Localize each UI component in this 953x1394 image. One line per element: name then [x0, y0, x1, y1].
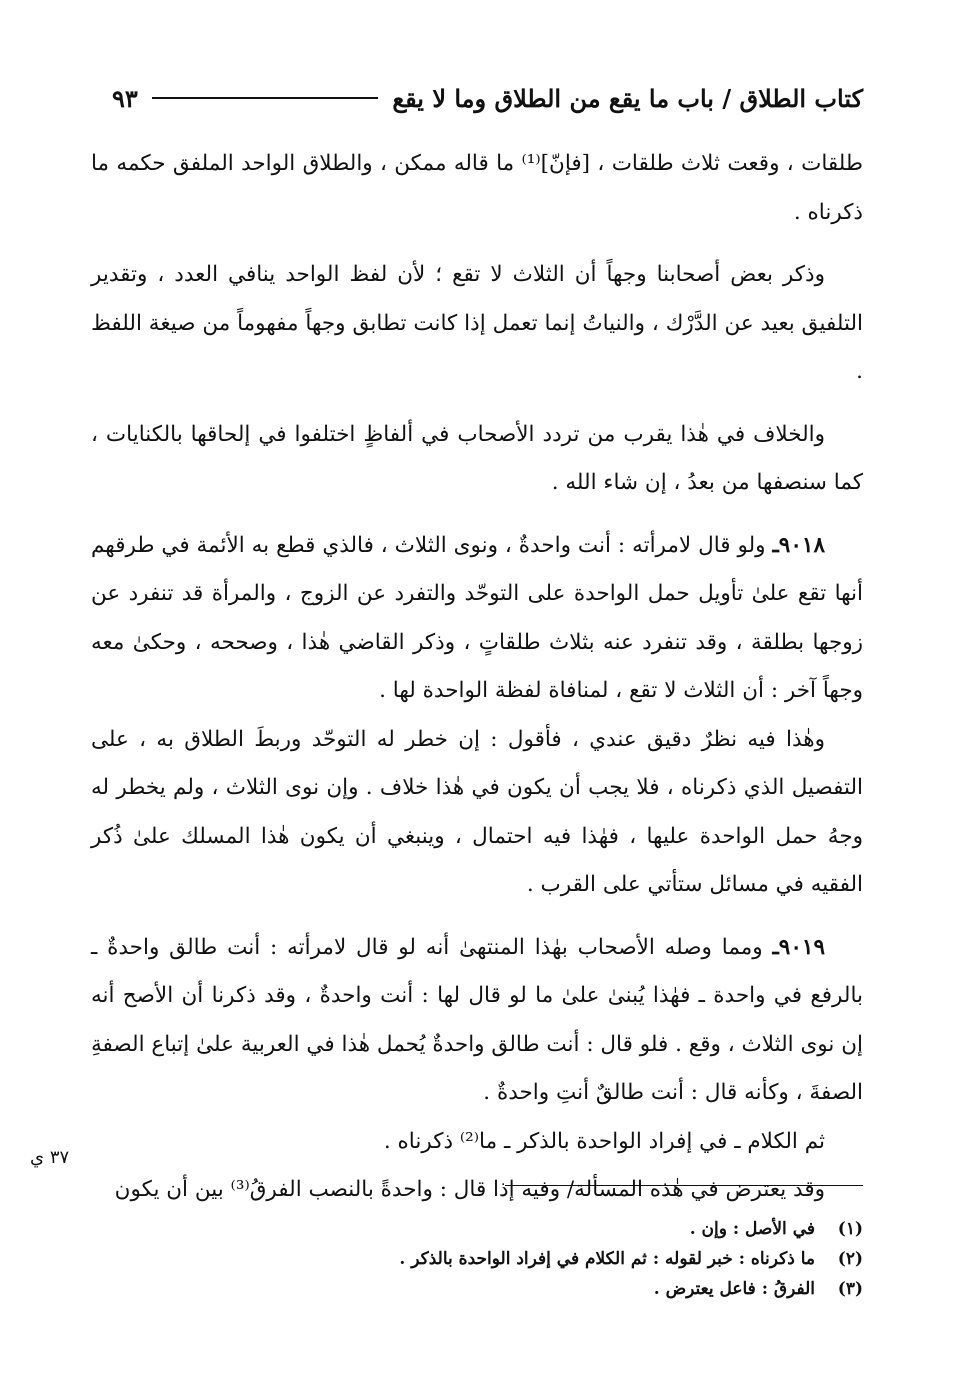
- footnote-separator: [505, 1185, 863, 1186]
- paragraph: والخلاف في هٰذا يقرب من تردد الأصحاب في ألفاظٍ اختلفوا في إلحاقها بالكنايات ، كما سنصفها من بعدُ ، إن شاء الله .: [91, 421, 863, 495]
- footnote-number: (١): [837, 1219, 863, 1239]
- paragraph: وذكر بعض أصحابنا وجهاً أن الثلاث لا تقع ؛ لأن لفظ الواحد ينافي العدد ، وتقدير التلفيق بعيد عن الدَّرْك ، والنياتُ إنما تعمل إذا كانت تطابق وجهاً مفهوماً من صيغة اللفظ .: [91, 262, 863, 384]
- issue-paragraph: ٩٠١٨ـ ولو قال لامرأته : أنت واحدةٌ ، ونوى الثلاث ، فالذي قطع به الأئمة في طرقهم أنها تقع علىٰ تأويل حمل الواحدة على التوحّد والتفرد عن الزوج ، والمرأة قد تنفرد عن زوجها بطلقة ، وقد تنفرد عنه بثلاث طلقاتٍ ، وذكر القاضي هٰذا ، وصححه ، وحكىٰ معه وجهاً آخر : أن الثلاث لا تقع ، لمنافاة لفظة الواحدة لها .: [91, 532, 863, 703]
- paragraph: ثم الكلام ـ في إفراد الواحدة بالذكر ـ ما⁽²⁾ ذكرناه .: [383, 1128, 825, 1154]
- running-header: [112, 78, 863, 118]
- issue-number: ٩٠١٨ـ: [772, 532, 825, 558]
- footnote-text: الفرقُ : فاعل يعترض .: [653, 1279, 815, 1299]
- footnote-number: (٢): [837, 1249, 863, 1269]
- footnote-text: ما ذكرناه : خبر لقوله : ثم الكلام في إفراد الواحدة بالذكر .: [399, 1249, 815, 1269]
- issue-paragraph: ٩٠١٩ـ ومما وصله الأصحاب بهٰذا المنتهىٰ أنه لو قال لامرأته : أنت طالق واحدةٌ ـ بالرفع في واحدة ـ فهٰذا يُبنىٰ علىٰ ما لو قال لها : أنت واحدةٌ ، وقد ذكرنا أن الأصح أنه إن نوى الثلاث ، وقع . فلو قال : أنت طالق واحدةٌ يُحمل هٰذا في العربية علىٰ إتباع الصفةِ الصفةَ ، وكأنه قال : أنت طالقٌ أنتِ واحدةٌ .: [91, 934, 863, 1105]
- footnote: [91, 1244, 863, 1274]
- paragraph: طلقات ، وقعت ثلاث طلقات ، [فإنّ]⁽¹⁾ ما قاله ممكن ، والطلاق الواحد الملفق حكمه ما ذكرناه .: [91, 151, 863, 225]
- paragraph: وهٰذا فيه نظرٌ دقيق عندي ، فأقول : إن خطر له التوحّد وربطَ الطلاق به ، على التفصيل الذي ذكرناه ، فلا يجب أن يكون في هٰذا خلاف . وإن نوى الثلاث ، ولم يخطر له وجهُ حمل الواحدة عليها ، فهٰذا فيه احتمال ، وينبغي أن يكون هٰذا المسلك علىٰ ذُكر الفقيه في مسائل ستأتي على القرب .: [91, 726, 863, 897]
- page-number: ٩٣: [112, 83, 138, 113]
- issue-number: ٩٠١٩ـ: [772, 934, 825, 960]
- header-title: كتاب الطلاق / باب ما يقع من الطلاق وما لا يقع: [392, 83, 863, 113]
- footnotes: [91, 1214, 863, 1304]
- footnote-text: في الأصل : وإن .: [689, 1219, 815, 1239]
- footnote: [91, 1214, 863, 1244]
- footnote-number: (٣): [837, 1279, 863, 1299]
- main-text: [91, 140, 863, 1215]
- footnote: [91, 1274, 863, 1304]
- paragraph: وقد يعترض في هٰذه المسألة/ وفيه إذا قال : واحدةً بالنصب الفرقُ⁽³⁾ بين أن يكون: [114, 1177, 825, 1202]
- margin-manuscript-reference: ٣٧ ي: [30, 1147, 70, 1168]
- header-rule: [152, 97, 379, 99]
